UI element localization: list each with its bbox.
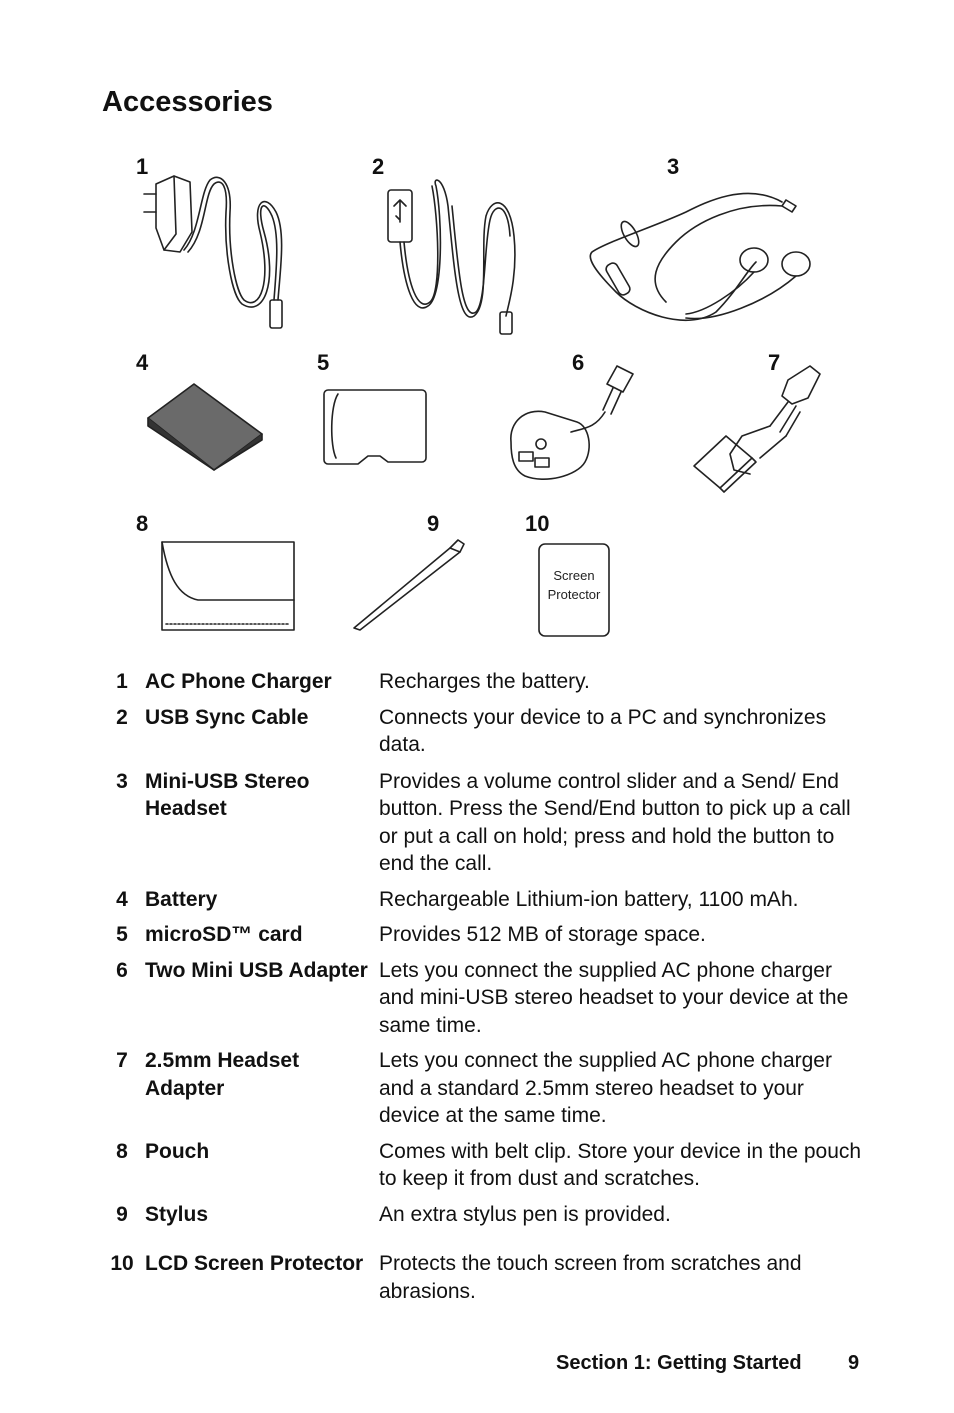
two-mini-usb-adapter-illustration	[505, 352, 655, 486]
figure-number-7: 7	[768, 350, 781, 375]
page-number: 9	[848, 1352, 860, 1374]
item-name: microSD™ card	[145, 923, 303, 946]
figure-number-6: 6	[572, 350, 585, 375]
table-row	[100, 886, 870, 914]
accessories-table	[100, 668, 870, 1305]
item-name: 2.5mm Headset Adapter	[145, 1049, 300, 1100]
item-number: 2	[116, 705, 128, 729]
table-row	[100, 1201, 870, 1229]
table-row	[100, 704, 870, 759]
item-description: Provides 512 MB of storage space.	[379, 923, 706, 946]
page-footer	[556, 1352, 860, 1375]
item-description: Lets you connect the supplied AC phone charger and a standard 2.5mm stereo headset to your device at the same time.	[379, 1049, 832, 1127]
screen-protector-label-line1: Screen	[553, 568, 595, 583]
item-name: Pouch	[145, 1139, 210, 1163]
item-name: Battery	[145, 887, 218, 911]
table-row	[100, 1047, 870, 1130]
item-name: LCD Screen Protector	[145, 1252, 364, 1275]
figure-number-3: 3	[667, 154, 680, 179]
item-number: 1	[116, 670, 128, 693]
figure-number-5: 5	[317, 350, 330, 375]
figure-number-8: 8	[136, 511, 149, 536]
figure-number-1: 1	[136, 154, 149, 179]
item-description: Rechargeable Lithium-ion battery, 1100 mAh.	[379, 887, 799, 911]
item-name: USB Sync Cable	[145, 705, 309, 729]
item-name: Mini-USB Stereo Headset	[145, 769, 310, 820]
item-name: AC Phone Charger	[145, 670, 332, 693]
headset-2-5mm-adapter-illustration	[690, 362, 830, 496]
item-name: Two Mini USB Adapter	[145, 958, 368, 982]
item-number: 7	[116, 1049, 128, 1072]
item-number: 5	[116, 923, 128, 946]
item-description: Recharges the battery.	[379, 670, 590, 693]
item-number: 4	[116, 887, 128, 911]
item-number: 8	[116, 1139, 128, 1163]
figure-number-4: 4	[136, 350, 149, 375]
item-description: Lets you connect the supplied AC phone charger and mini-USB stereo headset to your device at the same time.	[379, 958, 849, 1037]
item-description: Connects your device to a PC and synchronizes data.	[379, 705, 827, 756]
table-row	[100, 921, 870, 949]
figure-number-2: 2	[372, 154, 385, 179]
figure-number-10: 10	[525, 511, 550, 536]
item-number: 10	[110, 1252, 134, 1275]
figure-number-9: 9	[427, 511, 440, 536]
item-name: Stylus	[145, 1202, 209, 1226]
footer-section-title: Section 1: Getting Started	[556, 1352, 802, 1374]
ac-charger-illustration	[140, 172, 300, 342]
battery-illustration	[144, 380, 266, 472]
item-number: 9	[116, 1202, 128, 1226]
usb-sync-cable-illustration	[384, 176, 534, 342]
item-description: Provides a volume control slider and a Send/ End button. Press the Send/End button to pick up a call or put a call on hold; press and hold the button to end the call.	[379, 769, 851, 875]
screen-protector-label-line2: Protector	[547, 587, 601, 602]
screen-protector-illustration	[535, 540, 613, 640]
stylus-illustration	[350, 534, 470, 632]
table-row	[100, 1250, 870, 1305]
pouch-illustration	[158, 536, 300, 636]
microsd-card-illustration	[322, 386, 430, 468]
table-row	[100, 1138, 870, 1193]
table-row	[100, 768, 870, 878]
item-description: Comes with belt clip. Store your device in the pouch to keep it from dust and scratches.	[379, 1139, 862, 1190]
item-description: An extra stylus pen is provided.	[379, 1202, 671, 1226]
item-number: 6	[116, 958, 128, 982]
item-description: Protects the touch screen from scratches and abrasions.	[379, 1252, 802, 1303]
table-row	[100, 668, 870, 696]
stereo-headset-illustration	[586, 182, 826, 332]
table-row	[100, 957, 870, 1040]
item-number: 3	[116, 769, 128, 793]
page-title: Accessories	[102, 86, 273, 118]
